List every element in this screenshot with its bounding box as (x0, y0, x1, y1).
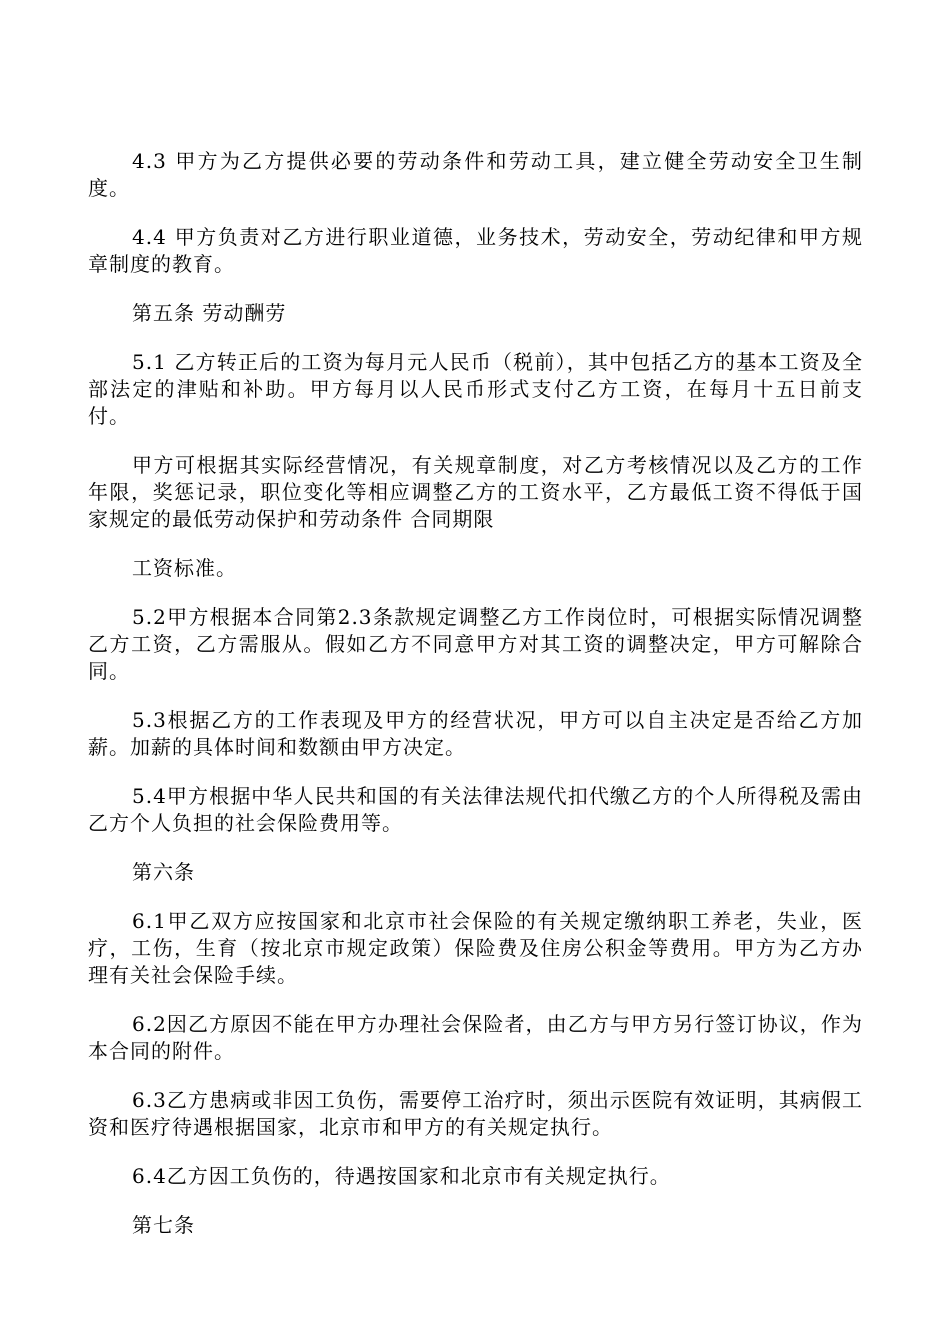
paragraph-5-3: 5.3根据乙方的工作表现及甲方的经营状况，甲方可以自主决定是否给乙方加薪。加薪的具体时间和数额由甲方决定。 (88, 708, 863, 759)
paragraph-4-3: 4.3 甲方为乙方提供必要的劳动条件和劳动工具，建立健全劳动安全卫生制度。 (88, 149, 863, 200)
section-heading-7: 第七条 (132, 1213, 195, 1237)
paragraph-6-1: 6.1甲乙双方应按国家和北京市社会保险的有关规定缴纳职工养老，失业，医疗，工伤，生育（按北京市规定政策）保险费及住房公积金等费用。甲方为乙方办理有关社会保险手续。 (88, 909, 863, 987)
paragraph-6-2: 6.2因乙方原因不能在甲方办理社会保险者，由乙方与甲方另行签订协议，作为本合同的附件。 (88, 1012, 863, 1063)
paragraph-salary-adjustment: 甲方可根据其实际经营情况，有关规章制度，对乙方考核情况以及乙方的工作年限，奖惩记录，职位变化等相应调整乙方的工资水平，乙方最低工资不得低于国家规定的最低劳动保护和劳动条件 合同期限 (88, 453, 863, 531)
paragraph-4-4: 4.4 甲方负责对乙方进行职业道德，业务技术，劳动安全，劳动纪律和甲方规章制度的教育。 (88, 225, 863, 276)
section-heading-6: 第六条 (132, 860, 195, 884)
paragraph-5-4: 5.4甲方根据中华人民共和国的有关法律法规代扣代缴乙方的个人所得税及需由乙方个人负担的社会保险费用等。 (88, 784, 863, 835)
paragraph-5-1: 5.1 乙方转正后的工资为每月元人民币（税前），其中包括乙方的基本工资及全部法定的津贴和补助。甲方每月以人民币形式支付乙方工资，在每月十五日前支付。 (88, 350, 863, 428)
paragraph-6-3: 6.3乙方患病或非因工负伤，需要停工治疗时，须出示医院有效证明，其病假工资和医疗待遇根据国家，北京市和甲方的有关规定执行。 (88, 1088, 863, 1139)
section-heading-5: 第五条 劳动酬劳 (132, 301, 287, 325)
paragraph-5-2: 5.2甲方根据本合同第2.3条款规定调整乙方工作岗位时，可根据实际情况调整乙方工资，乙方需服从。假如乙方不同意甲方对其工资的调整决定，甲方可解除合同。 (88, 605, 863, 683)
document-page (88, 148, 863, 1261)
paragraph-6-4: 6.4乙方因工负伤的，待遇按国家和北京市有关规定执行。 (132, 1164, 671, 1188)
paragraph-salary-standard: 工资标准。 (132, 556, 237, 580)
